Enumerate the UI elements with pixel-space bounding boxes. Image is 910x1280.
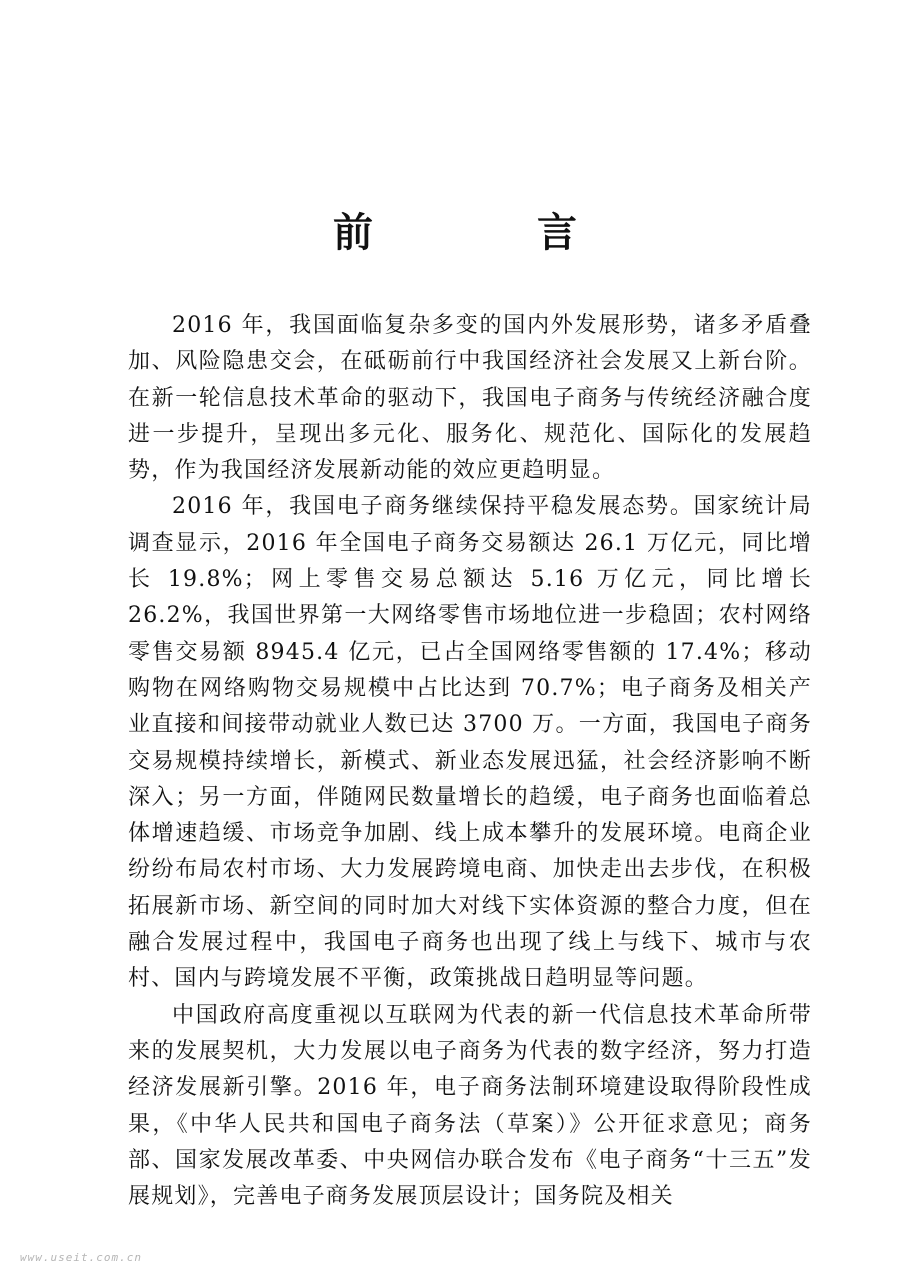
paragraph: 2016 年，我国面临复杂多变的国内外发展形势，诸多矛盾叠加、风险隐患交会，在砥砺前行中我国经济社会发展又上新台阶。在新一轮信息技术革命的驱动下，我国电子商务与传统经济融合度进一步提升，呈现出多元化、服务化、规范化、国际化的发展趋势，作为我国经济发展新动能的效应更趋明显。 — [128, 313, 812, 484]
page-title: 前 言 — [333, 210, 639, 256]
body-text — [128, 308, 812, 1215]
footer-watermark: www.useit.com.cn — [20, 1251, 142, 1264]
paragraph: 中国政府高度重视以互联网为代表的新一代信息技术革命所带来的发展契机，大力发展以电子商务为代表的数字经济，努力打造经济发展新引擎。2016 年，电子商务法制环境建设取得阶段性成果，《中华人民共和国电子商务法（草案）》公开征求意见；商务部、国家发展改革委、中央网信办联合发布《电子商务“十三五”发展规划》，完善电子商务发展顶层设计；国务院及相关 — [128, 1002, 812, 1210]
paragraph: 2016 年，我国电子商务继续保持平稳发展态势。国家统计局调查显示，2016 年全国电子商务交易额达 26.1 万亿元，同比增长 19.8%；网上零售交易总额达 5.16 万亿元，同比增长 26.2%，我国世界第一大网络零售市场地位进一步稳固；农村网络零售交易额 8945.4 亿元，已占全国网络零售额的 17.4%；移动购物在网络购物交易规模中占比达到 70.7%；电子商务及相关产业直接和间接带动就业人数已达 3700 万。一方面，我国电子商务交易规模持续增长，新模式、新业态发展迅猛，社会经济影响不断深入；另一方面，伴随网民数量增长的趋缓，电子商务也面临着总体增速趋缓、市场竞争加剧、线上成本攀升的发展环境。电商企业纷纷布局农村市场、大力发展跨境电商、加快走出去步伐，在积极拓展新市场、新空间的同时加大对线下实体资源的整合力度，但在融合发展过程中，我国电子商务也出现了线上与线下、城市与农村、国内与跨境发展不平衡，政策挑战日趋明显等问题。 — [128, 494, 812, 992]
